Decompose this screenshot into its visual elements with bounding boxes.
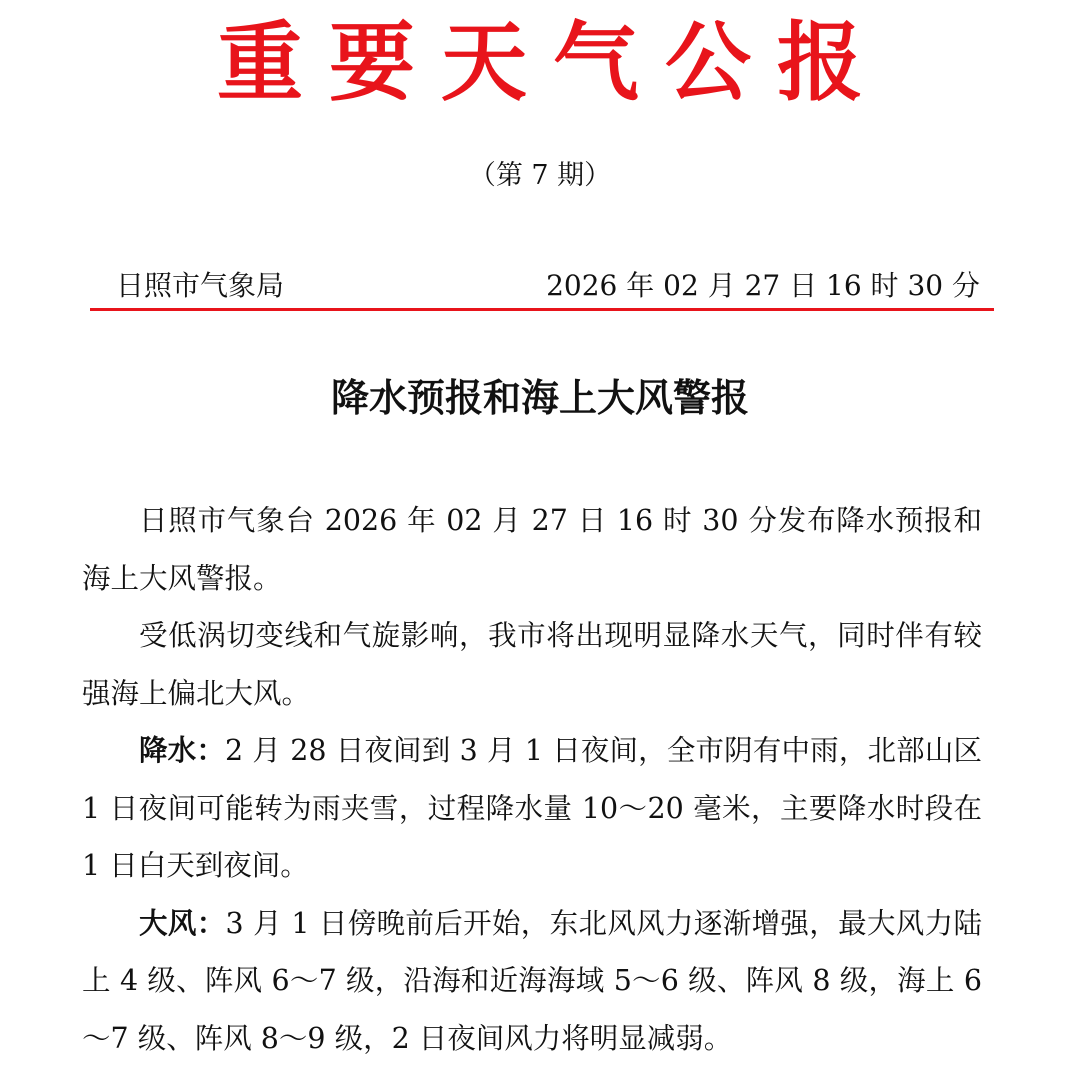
paragraph-precipitation <box>82 722 982 895</box>
issue-number: （第 7 期） <box>468 160 612 191</box>
document-title: 降水预报和海上大风警报 <box>330 375 749 420</box>
paragraph-text: 受低涡切变线和气旋影响，我市将出现明显降水天气，同时伴有较强海上偏北大风。 <box>82 619 982 710</box>
paragraph-wind <box>82 895 982 1068</box>
meta-row <box>92 264 994 308</box>
issuer-name: 日照市气象局 <box>116 269 285 302</box>
document-body <box>82 492 982 1067</box>
wind-text: 3 月 1 日傍晚前后开始，东北风风力逐渐增强，最大风力陆上 4 级、阵风 6～7 级，沿海和近海海域 5～6 级、阵风 8 级，海上 6～7 级、阵风 8～9 级，2 日夜间风力将明显减弱。 <box>82 906 982 1055</box>
paragraph-cause <box>82 607 982 722</box>
wind-lead: 大风： <box>139 905 226 940</box>
issue-datetime: 2026 年 02 月 27 日 16 时 30 分 <box>546 269 980 302</box>
masthead-title: 重要天气公报 <box>217 12 889 113</box>
precipitation-lead: 降水： <box>139 733 225 767</box>
paragraph-intro <box>82 492 982 607</box>
red-divider-rule <box>90 308 994 311</box>
paragraph-text: 日照市气象台 2026 年 02 月 27 日 16 时 30 分发布降水预报和海上大风警报。 <box>82 504 982 595</box>
precipitation-text: 2 月 28 日夜间到 3 月 1 日夜间，全市阴有中雨，北部山区 1 日夜间可能转为雨夹雪，过程降水量 10～20 毫米，主要降水时段在 1 日白天到夜间。 <box>82 734 982 882</box>
